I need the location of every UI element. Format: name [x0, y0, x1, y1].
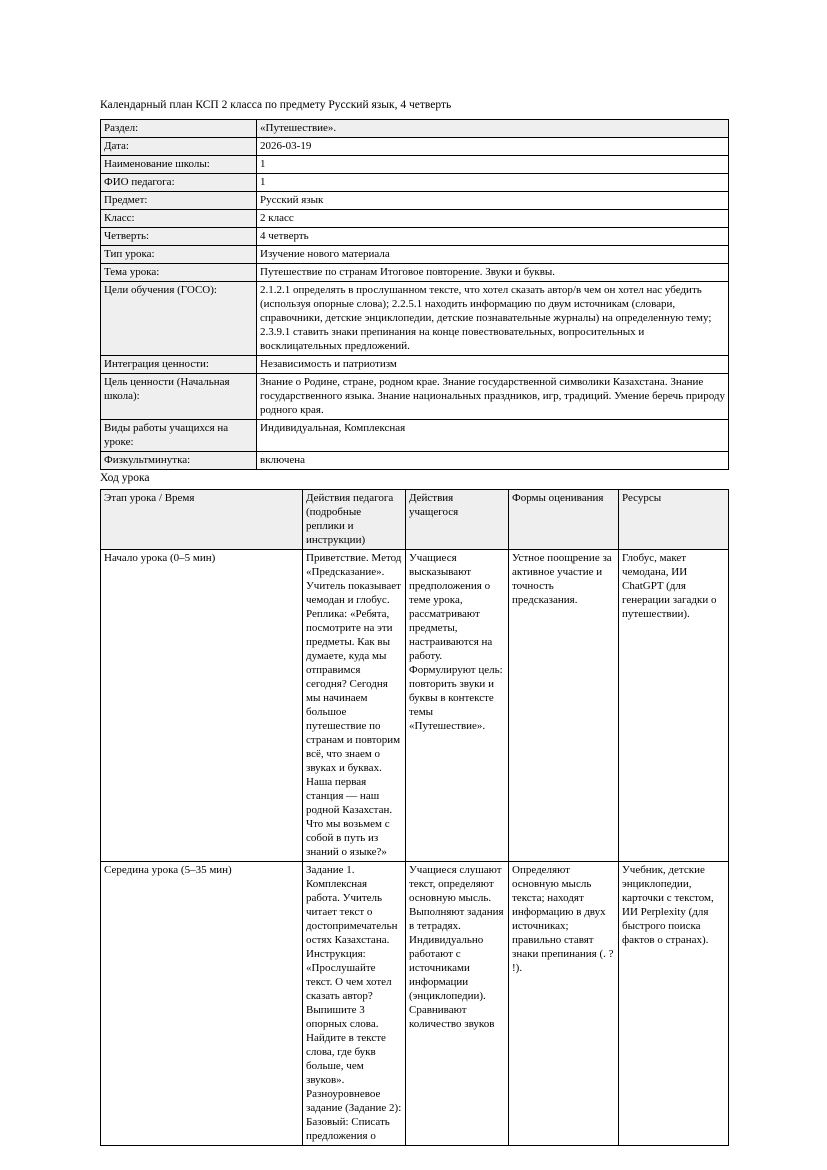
table-row	[101, 374, 729, 420]
lesson-flow-head	[101, 490, 729, 550]
info-value: 4 четверть	[257, 228, 729, 246]
info-label: Цели обучения (ГОСО):	[101, 282, 257, 356]
info-label: ФИО педагога:	[101, 174, 257, 192]
info-value: «Путешествие».	[257, 120, 729, 138]
info-value: включена	[257, 452, 729, 470]
cell-resources: Глобус, макет чемодана, ИИ ChatGPT (для генерации загадки о путешествии).	[619, 550, 729, 862]
lesson-info-table	[100, 119, 729, 470]
info-value: Знание о Родине, стране, родном крае. Знание государственной символики Казахстана. Знание государственного языка. Знание национальных праздников, игр, традиций. Умение беречь природу родного края.	[257, 374, 729, 420]
column-header-assessment-forms: Формы оценивания	[509, 490, 619, 550]
cell-stage: Середина урока (5–35 мин)	[101, 862, 303, 1146]
cell-resources: Учебник, детские энциклопедии, карточки с текстом, ИИ Perplexity (для быстрого поиска фактов о странах).	[619, 862, 729, 1146]
lesson-flow-table	[100, 489, 729, 1146]
table-row	[101, 420, 729, 452]
info-label: Четверть:	[101, 228, 257, 246]
info-label: Виды работы учащихся на уроке:	[101, 420, 257, 452]
table-row	[101, 138, 729, 156]
table-row	[101, 264, 729, 282]
info-label: Интеграция ценности:	[101, 356, 257, 374]
table-row	[101, 156, 729, 174]
table-row	[101, 282, 729, 356]
column-header-teacher-actions: Действия педагога (подробные реплики и инструкции)	[303, 490, 406, 550]
lesson-flow-body	[101, 550, 729, 1146]
table-row	[101, 192, 729, 210]
cell-stage: Начало урока (0–5 мин)	[101, 550, 303, 862]
column-header-resources: Ресурсы	[619, 490, 729, 550]
info-label: Тема урока:	[101, 264, 257, 282]
cell-student-actions: Учащиеся слушают текст, определяют основную мысль. Выполняют задания в тетрадях. Индивидуально работают с источниками информации (энциклопедии). Сравнивают количество звуков	[406, 862, 509, 1146]
info-value: Путешествие по странам Итоговое повторение. Звуки и буквы.	[257, 264, 729, 282]
info-label: Физкультминутка:	[101, 452, 257, 470]
info-label: Раздел:	[101, 120, 257, 138]
info-label: Дата:	[101, 138, 257, 156]
info-value: 2 класс	[257, 210, 729, 228]
table-row	[101, 120, 729, 138]
lesson-info-body	[101, 120, 729, 470]
cell-teacher-actions: Приветствие. Метод «Предсказание». Учитель показывает чемодан и глобус. Реплика: «Ребята, посмотрите на эти предметы. Как вы думаете, куда мы отправимся сегодня? Сегодня мы начинаем большое путешествие по странам и повторим всё, что знаем о звуках и буквах. Наша первая станция — наш родной Казахстан. Что мы возьмем с собой в путь из знаний о языке?»	[303, 550, 406, 862]
table-row	[101, 862, 729, 1146]
table-row	[101, 356, 729, 374]
info-label: Тип урока:	[101, 246, 257, 264]
info-value: Русский язык	[257, 192, 729, 210]
info-value: 2.1.2.1 определять в прослушанном тексте, что хотел сказать автор/в чем он хотел нас убедить (используя опорные слова); 2.2.5.1 находить информацию по двум источникам (словари, справочники, детские энциклопедии, детские познавательные журналы) на определенную тему; 2.3.9.1 ставить знаки препинания на конце повествовательных, вопросительных и восклицательных предложений.	[257, 282, 729, 356]
table-row	[101, 550, 729, 862]
info-value: 1	[257, 156, 729, 174]
table-row	[101, 228, 729, 246]
cell-student-actions: Учащиеся высказывают предположения о теме урока, рассматривают предметы, настраиваются на работу. Формулируют цель: повторить звуки и буквы в контексте темы «Путешествие».	[406, 550, 509, 862]
info-value: 1	[257, 174, 729, 192]
table-row	[101, 246, 729, 264]
info-label: Цель ценности (Начальная школа):	[101, 374, 257, 420]
section-heading-lesson-flow: Ход урока	[100, 472, 150, 484]
info-value: Индивидуальная, Комплексная	[257, 420, 729, 452]
info-value: 2026-03-19	[257, 138, 729, 156]
info-label: Наименование школы:	[101, 156, 257, 174]
column-header-student-actions: Действия учащегося	[406, 490, 509, 550]
info-label: Класс:	[101, 210, 257, 228]
table-row	[101, 174, 729, 192]
table-header-row	[101, 490, 729, 550]
cell-assessment: Устное поощрение за активное участие и точность предсказания.	[509, 550, 619, 862]
info-value: Изучение нового материала	[257, 246, 729, 264]
info-label: Предмет:	[101, 192, 257, 210]
cell-assessment: Определяют основную мысль текста; находят информацию в двух источниках; правильно ставят знаки препинания (. ? !).	[509, 862, 619, 1146]
column-header-stage: Этап урока / Время	[101, 490, 303, 550]
info-value: Независимость и патриотизм	[257, 356, 729, 374]
table-row	[101, 210, 729, 228]
page-title: Календарный план КСП 2 класса по предмету Русский язык, 4 четверть	[100, 99, 452, 111]
table-row	[101, 452, 729, 470]
cell-teacher-actions: Задание 1. Комплексная работа. Учитель читает текст о достопримечательностях Казахстана. Инструкция: «Прослушайте текст. О чем хотел сказать автор? Выпишите 3 опорных слова. Найдите в тексте слова, где букв больше, чем звуков». Разноуровневое задание (Задание 2): Базовый: Списать предложения о	[303, 862, 406, 1146]
